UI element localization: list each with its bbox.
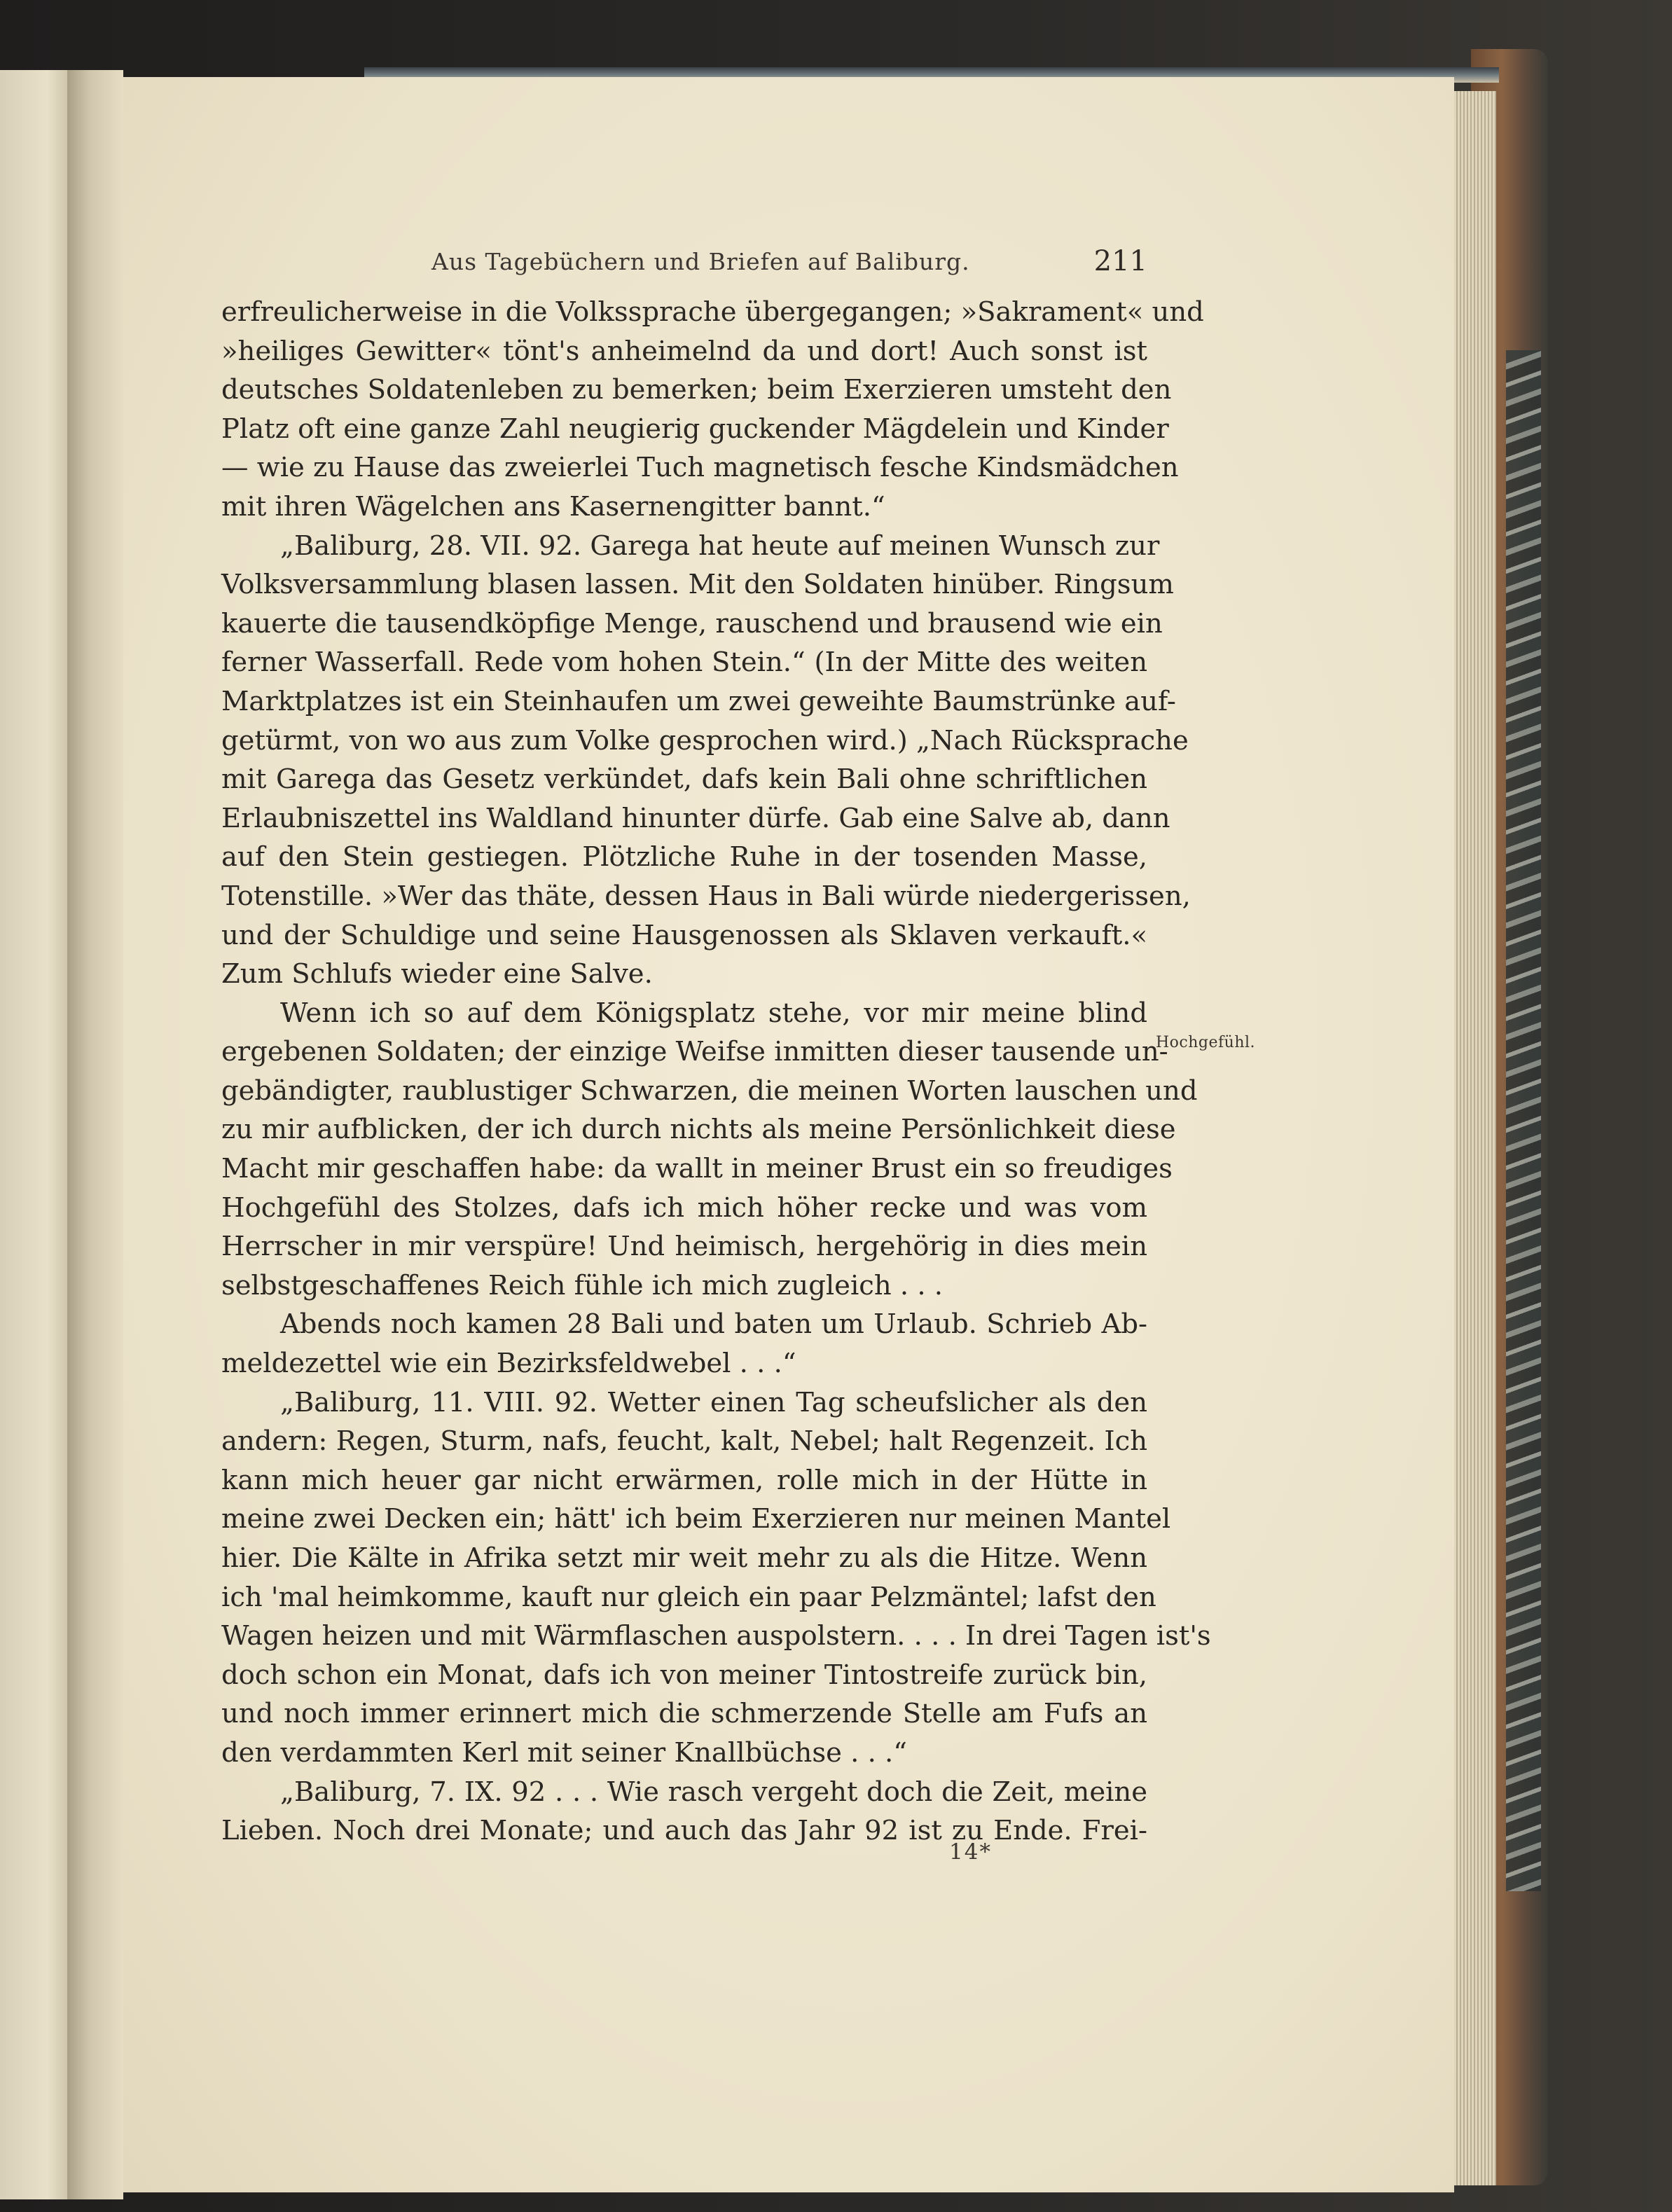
text-line: und der Schuldige und seine Hausgenossen als Sklaven verkauft.« [221,919,1147,951]
text-line: Wenn ich so auf dem Königsplatz stehe, vor mir meine blind [280,997,1147,1029]
text-line: andern: Regen, Sturm, nafs, feucht, kalt, Nebel; halt Regenzeit. Ich [221,1425,1147,1458]
text-line: ich 'mal heimkomme, kauft nur gleich ein paar Pelzmäntel; lafst den [221,1581,1156,1613]
text-line: und noch immer erinnert mich die schmerzende Stelle am Fufs an [221,1698,1147,1730]
text-line: Totenstille. »Wer das thäte, dessen Haus in Bali würde niedergerissen, [221,880,1191,912]
text-line: kauerte die tausendköpfige Menge, rauschend und brausend wie ein [221,607,1163,640]
text-line: gebändigter, raublustiger Schwarzen, die meinen Worten lauschen und [221,1074,1198,1107]
page-stack-edge [1454,91,1496,2185]
text-line: — wie zu Hause das zweierlei Tuch magnetisch fesche Kindsmädchen [221,452,1179,484]
text-line: Abends noch kamen 28 Bali und baten um Urlaub. Schrieb Ab- [280,1308,1147,1341]
text-line: „Baliburg, 11. VIII. 92. Wetter einen Tag scheufslicher als den [280,1386,1147,1418]
facing-page-edge [0,70,67,2199]
text-line: ferner Wasserfall. Rede vom hohen Stein.“ (In der Mitte des weiten [221,647,1147,679]
text-line: meine zwei Decken ein; hätt' ich beim Exerzieren nur meinen Mantel [221,1503,1171,1535]
text-line: »heiliges Gewitter« tönt's anheimelnd da und dort! Auch sonst ist [221,335,1147,367]
text-line: erfreulicherweise in die Volkssprache übergegangen; »Sakrament« und [221,296,1204,328]
text-line: Erlaubniszettel ins Waldland hinunter dürfe. Gab eine Salve ab, dann [221,802,1170,834]
text-line: Wagen heizen und mit Wärmflaschen auspolstern. . . . In drei Tagen ist's [221,1620,1211,1652]
text-line: selbstgeschaffenes Reich fühle ich mich zugleich . . . [221,1269,944,1301]
margin-note: Hochgefühl. [1156,1034,1256,1051]
text-line: zu mir aufblicken, der ich durch nichts als meine Persönlichkeit diese [221,1114,1176,1146]
text-line: Zum Schlufs wieder eine Salve. [221,958,653,990]
signature-mark: 14* [949,1839,992,1865]
text-line: Lieben. Noch drei Monate; und auch das Jahr 92 ist zu Ende. Frei- [221,1815,1147,1847]
text-line: mit Garega das Gesetz verkündet, dafs kein Bali ohne schriftlichen [221,763,1147,796]
text-line: Marktplatzes ist ein Steinhaufen um zwei geweihte Baumstrünke auf- [221,685,1176,717]
text-line: den verdammten Kerl mit seiner Knallbüchse . . .“ [221,1736,907,1769]
text-line: hier. Die Kälte in Afrika setzt mir weit mehr zu als die Hitze. Wenn [221,1542,1147,1574]
text-line: kann mich heuer gar nicht erwärmen, rolle mich in der Hütte in [221,1464,1147,1496]
text-line: „Baliburg, 28. VII. 92. Garega hat heute auf meinen Wunsch zur [280,530,1160,562]
marbled-edge [1506,350,1541,1891]
page-number: 211 [1093,245,1147,277]
text-line: Herrscher in mir verspüre! Und heimisch, hergehörig in dies mein [221,1231,1147,1263]
text-line: „Baliburg, 7. IX. 92 . . . Wie rasch vergeht doch die Zeit, meine [280,1776,1147,1808]
text-line: Platz oft eine ganze Zahl neugierig guckender Mägdelein und Kinder [221,413,1169,445]
page-gutter [67,70,123,2199]
body-text [221,293,1211,1851]
text-line: ergebenen Soldaten; der einzige Weifse inmitten dieser tausende un- [221,1036,1168,1068]
text-line: Macht mir geschaffen habe: da wallt in meiner Brust ein so freudiges [221,1153,1173,1185]
text-line: meldezettel wie ein Bezirksfeldwebel . . .“ [221,1348,796,1380]
text-line: deutsches Soldatenleben zu bemerken; beim Exerzieren umsteht den [221,374,1172,406]
text-line: auf den Stein gestiegen. Plötzliche Ruhe in der tosenden Masse, [221,841,1147,873]
text-line: Volksversammlung blasen lassen. Mit den Soldaten hinüber. Ringsum [221,569,1174,601]
text-line: mit ihren Wägelchen ans Kasernengitter bannt.“ [221,490,885,523]
text-line: getürmt, von wo aus zum Volke gesprochen wird.) „Nach Rücksprache [221,724,1189,756]
text-line: Hochgefühl des Stolzes, dafs ich mich höher recke und was vom [221,1191,1147,1224]
text-line: doch schon ein Monat, dafs ich von meiner Tintostreife zurück bin, [221,1659,1147,1691]
running-head: Aus Tagebüchern und Briefen auf Baliburg. [431,248,970,275]
page-header [221,245,1147,284]
